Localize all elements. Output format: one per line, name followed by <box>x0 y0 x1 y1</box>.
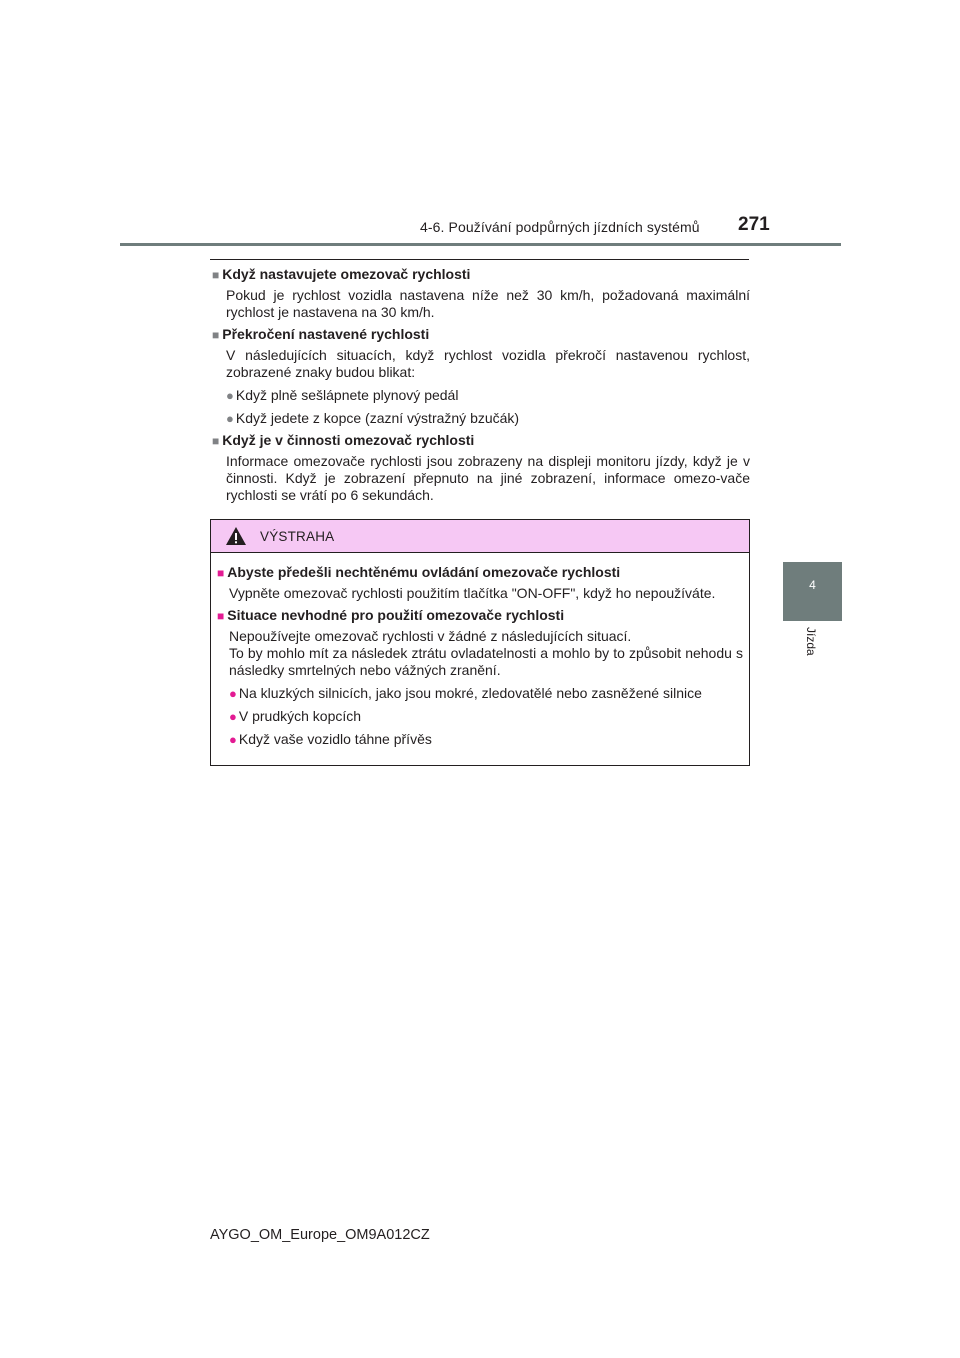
warning-text: To by mohlo mít za následek ztrátu ovladatelnosti a mohlo by to způsobit nehodu s následky smrtelných nebo vážných zranění. <box>229 645 743 678</box>
warning-box <box>210 519 750 766</box>
content-rule <box>210 259 749 260</box>
section-text: V následujících situacích, když rychlost vozidla překročí nastavenou rychlost, zobrazené znaky budou blikat: <box>226 347 750 380</box>
square-bullet-icon: ■ <box>212 434 220 448</box>
warning-heading: ■ Abyste předešli nechtěnému ovládání omezovače rychlosti <box>217 564 621 580</box>
page-number: 271 <box>738 214 770 235</box>
square-bullet-icon: ■ <box>217 566 225 580</box>
warning-triangle-icon <box>225 526 247 546</box>
section-text: Informace omezovače rychlosti jsou zobrazeny na displeji monitoru jízdy, když je v činnosti. Když je zobrazení přepnuto na jiné zobrazení, informace omezo-vače rychlosti se vrátí po 6 sekundách. <box>226 453 750 503</box>
list-item: ● Když vaše vozidlo táhne přívěs <box>229 731 432 747</box>
square-bullet-icon: ■ <box>217 609 225 623</box>
circle-bullet-icon: ● <box>229 732 237 747</box>
list-item: ● Když plně sešlápnete plynový pedál <box>226 387 459 403</box>
warning-heading: ■ Situace nevhodné pro použití omezovače rychlosti <box>217 607 565 623</box>
warning-body <box>211 564 749 748</box>
chapter-tab <box>783 562 842 621</box>
list-item: ● V prudkých kopcích <box>229 708 362 724</box>
chapter-number: 4 <box>809 578 816 592</box>
section-heading: ■ Překročení nastavené rychlosti <box>212 326 430 342</box>
chapter-label: Jízda <box>804 627 818 656</box>
list-item: ● Když jedete z kopce (zazní výstražný bzučák) <box>226 410 520 426</box>
warning-title: VÝSTRAHA <box>260 529 335 544</box>
warning-text: Nepoužívejte omezovač rychlosti v žádné z následujících situací. <box>229 628 632 644</box>
section-heading: ■ Když je v činnosti omezovač rychlosti <box>212 432 475 448</box>
section-text: Pokud je rychlost vozidla nastavena níže než 30 km/h, požadovaná maximální rychlost je nastavena na 30 km/h. <box>226 287 750 320</box>
circle-bullet-icon: ● <box>226 388 234 403</box>
header-section-title: 4-6. Používání podpůrných jízdních systémů <box>420 219 700 235</box>
circle-bullet-icon: ● <box>229 686 237 701</box>
warning-text: Vypněte omezovač rychlosti použitím tlačítka "ON-OFF", když ho nepoužíváte. <box>229 585 716 601</box>
section-heading: ■ Když nastavujete omezovač rychlosti <box>212 266 471 282</box>
main-content <box>210 266 750 504</box>
square-bullet-icon: ■ <box>212 268 220 282</box>
list-item: ● Na kluzkých silnicích, jako jsou mokré, zledovatělé nebo zasněžené silnice <box>229 685 702 701</box>
circle-bullet-icon: ● <box>226 411 234 426</box>
footer-document-code: AYGO_OM_Europe_OM9A012CZ <box>210 1227 430 1243</box>
square-bullet-icon: ■ <box>212 328 220 342</box>
circle-bullet-icon: ● <box>229 709 237 724</box>
header-rule <box>120 243 841 246</box>
warning-header <box>211 520 749 553</box>
